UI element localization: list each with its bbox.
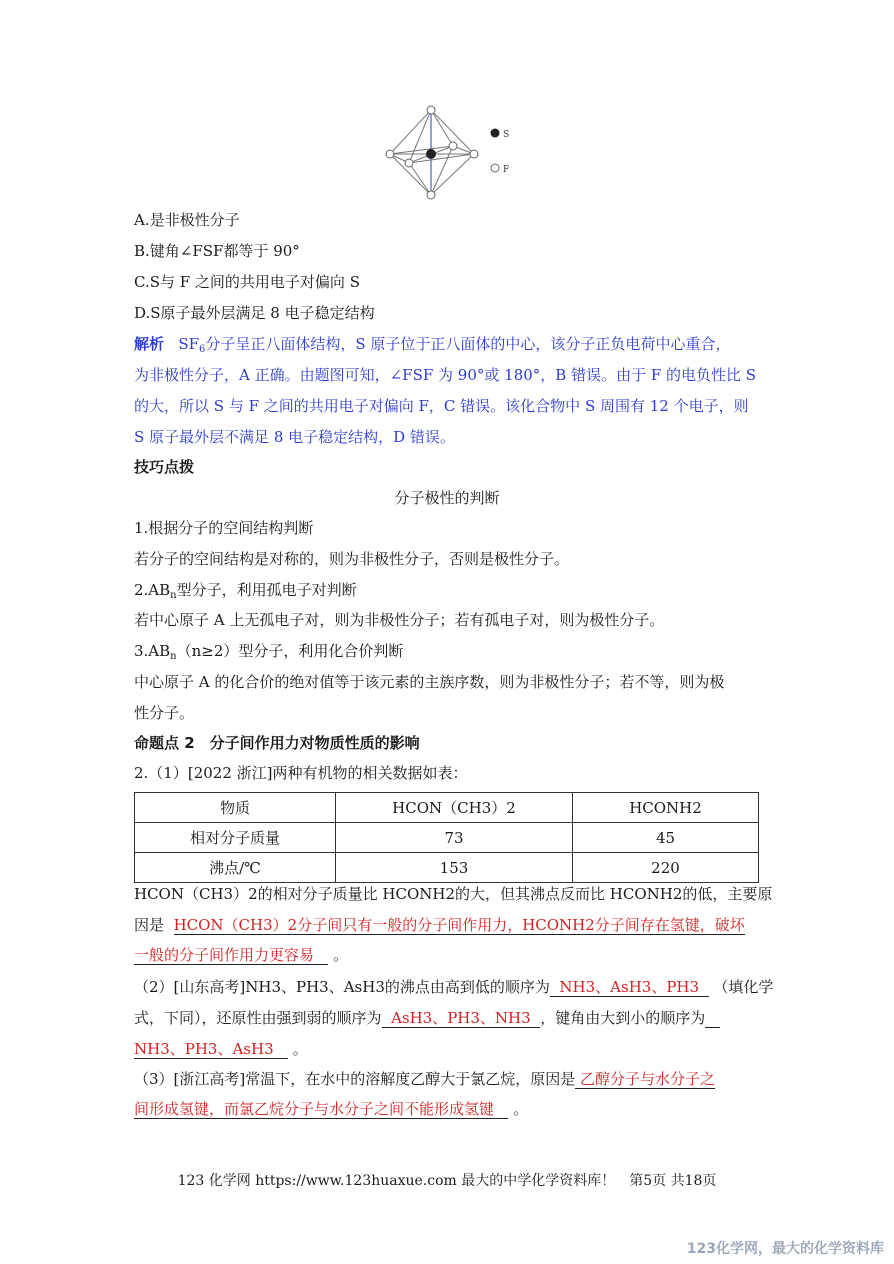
table-header-cell: 物质 bbox=[135, 793, 336, 823]
table-row bbox=[135, 853, 759, 883]
q1-line-2: 因是 HCON（CH3）2分子间只有一般的分子间作用力，HCONH2分子间存在氢键，破坏 bbox=[134, 916, 745, 934]
question-intro: 2.（1）[2022 浙江]两种有机物的相关数据如表： bbox=[134, 764, 468, 782]
q2-answer-1: NH3、AsH3、PH3 bbox=[559, 978, 700, 996]
tips-p1-body: 若分子的空间结构是对称的，则为非极性分子，否则是极性分子。 bbox=[134, 550, 570, 568]
table-cell: 沸点/℃ bbox=[135, 853, 336, 883]
table-cell: 153 bbox=[336, 853, 573, 883]
table-cell: 73 bbox=[336, 823, 573, 853]
q2-answer-3: NH3、PH3、AsH3 bbox=[134, 1040, 274, 1058]
table-cell: 220 bbox=[573, 853, 759, 883]
tips-p2-body: 若中心原子 A 上无孤电子对，则为非极性分子；若有孤电子对，则为极性分子。 bbox=[134, 611, 665, 629]
data-table bbox=[134, 792, 759, 883]
q3-answer-part-1: 乙醇分子与水分子之 bbox=[580, 1070, 716, 1088]
q3-line-1: （3）[浙江高考]常温下，在水中的溶解度乙醇大于氯乙烷，原因是 乙醇分子与水分子之 bbox=[134, 1070, 716, 1088]
sf6-octahedron-figure bbox=[380, 100, 530, 205]
q2-line-3: NH3、PH3、AsH3 。 bbox=[134, 1040, 308, 1058]
analysis-line-1: 解析 $SF_6$分子呈正八面体结构，S 原子位于正八面体的中心，该分子正负电荷中心重合， bbox=[134, 335, 731, 355]
tips-p2-head: $2.AB_n$型分子，利用孤电子对判断 bbox=[134, 581, 357, 601]
table-cell: 45 bbox=[573, 823, 759, 853]
analysis-line-3: 的大，所以 S 与 F 之间的共用电子对偏向 F，C 错误。该化合物中 S 周围有 12 个电子，则 bbox=[134, 397, 749, 415]
analysis-label: 解析 bbox=[134, 335, 165, 353]
table-cell: 相对分子质量 bbox=[135, 823, 336, 853]
analysis-line-2: 为非极性分子，A 正确。由题图可知，∠FSF 为 90°或 180°，B 错误。由于 F 的电负性比 S bbox=[134, 366, 757, 384]
legend-f-label: F bbox=[503, 165, 510, 175]
q3-answer-part-2: 间形成氢键，而氯乙烷分子与水分子之间不能形成氢键 bbox=[134, 1100, 495, 1118]
table-header-cell: HCON（CH3）2 bbox=[336, 793, 573, 823]
q2-line-1: （2）[山东高考]NH3、PH3、AsH3的沸点由高到低的顺序为 NH3、AsH3、PH3 （填化学 bbox=[134, 978, 774, 996]
q2-line-2: 式，下同），还原性由强到弱的顺序为 AsH3、PH3、NH3 ，键角由大到小的顺序为 bbox=[134, 1008, 720, 1028]
option-b: B.键角∠FSF都等于 90° bbox=[134, 242, 300, 260]
option-d: D.S原子最外层满足 8 电子稳定结构 bbox=[134, 304, 375, 322]
table-header-cell: HCONH2 bbox=[573, 793, 759, 823]
tips-p3-body-1: 中心原子 A 的化合价的绝对值等于该元素的主族序数，则为非极性分子；若不等，则为极 bbox=[134, 673, 725, 691]
option-a: A.是非极性分子 bbox=[134, 211, 240, 229]
q1-answer-part-2: 一般的分子间作用力更容易 bbox=[134, 946, 315, 964]
analysis-line-4: S 原子最外层不满足 8 电子稳定结构，D 错误。 bbox=[134, 428, 455, 446]
tips-p1-head: 1.根据分子的空间结构判断 bbox=[134, 519, 314, 537]
tips-heading: 技巧点拨 bbox=[134, 458, 195, 476]
page-footer: 123 化学网 https://www.123huaxue.com 最大的中学化学资料库！ 第5页 共18页 bbox=[177, 1173, 717, 1189]
tips-title: 分子极性的判断 bbox=[394, 489, 500, 507]
topic-heading: 命题点 2 分子间作用力对物质性质的影响 bbox=[134, 734, 420, 752]
q1-answer-part-1: HCON（CH3）2分子间只有一般的分子间作用力，HCONH2分子间存在氢键，破坏 bbox=[173, 916, 745, 934]
table-row bbox=[135, 823, 759, 853]
tips-p3-head: $3.AB_n(n\ge 2)$型分子，利用化合价判断 bbox=[134, 642, 404, 662]
legend-s-label: S bbox=[503, 130, 510, 140]
q1-line-1: HCON（CH3）2的相对分子质量比 HCONH2的大，但其沸点反而比 HCONH2的低，主要原 bbox=[134, 885, 773, 903]
q1-line-3: 一般的分子间作用力更容易 。 bbox=[134, 946, 349, 964]
table-header-row bbox=[135, 793, 759, 823]
q3-line-2: 间形成氢键，而氯乙烷分子与水分子之间不能形成氢键 。 bbox=[134, 1100, 529, 1118]
q2-answer-2: AsH3、PH3、NH3 bbox=[391, 1009, 531, 1027]
option-c: C.S与 F 之间的共用电子对偏向 S bbox=[134, 273, 360, 291]
tips-p3-body-2: 性分子。 bbox=[134, 704, 195, 722]
site-watermark: 123化学网，最大的化学资料库 bbox=[686, 1241, 884, 1257]
